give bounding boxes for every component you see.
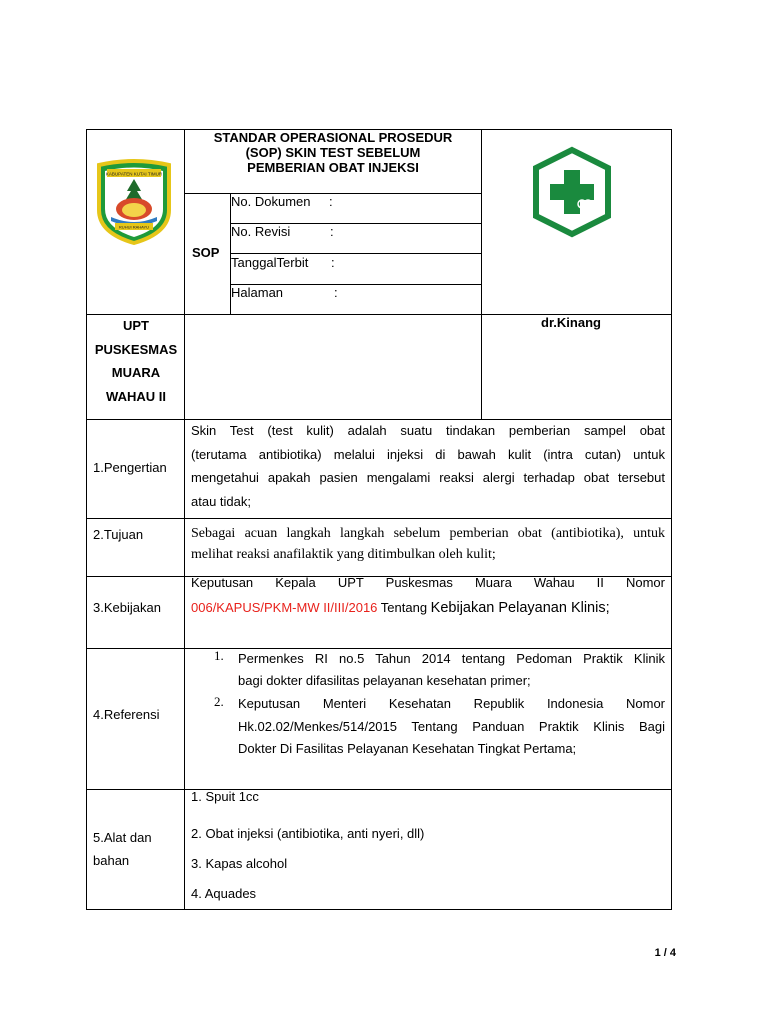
meta-label: No. Dokumen: [231, 194, 311, 209]
label-kebijakan: 3.Kebijakan: [93, 600, 161, 615]
meta-colon: :: [329, 194, 333, 209]
org-line: WAHAU II: [106, 388, 166, 404]
organization-name: [90, 314, 182, 408]
policy-number: 006/KAPUS/PKM-MW II/III/2016: [191, 600, 378, 615]
title-line-2: (SOP) SKIN TEST SEBELUM: [245, 145, 421, 160]
policy-title: Kebijakan Pelayanan Klinis;: [430, 600, 610, 616]
label-alat-bahan: [93, 826, 152, 872]
text-line: mengetahui apakah pasien mengalami reaksi alergi terhadap obat tersebut: [191, 470, 665, 486]
sop-label: SOP: [192, 245, 220, 260]
title-line-3: PEMBERIAN OBAT INJEKSI: [247, 160, 419, 175]
list-item: 2. Obat injeksi (antibiotika, anti nyeri, dll): [191, 826, 425, 841]
ref-item-1: [238, 648, 665, 691]
title-line-1: STANDAR OPERASIONAL PROSEDUR: [213, 130, 453, 145]
left-logo: [93, 155, 175, 245]
left-logo-banner-text: KABUPATEN KUTAI TIMUR: [105, 171, 163, 177]
list-item: 1. Spuit 1cc: [191, 789, 259, 804]
alat-list: [191, 789, 424, 909]
tujuan-text: [191, 523, 665, 565]
text-line: Dokter Di Fasilitas Pelayanan Kesehatan Tingkat Pertama;: [238, 741, 577, 756]
text-line: Keputusan Menteri Kesehatan Republik Indonesia Nomor: [238, 696, 665, 711]
signer-name: dr.Kinang: [541, 315, 601, 330]
org-line: PUSKESMAS: [94, 341, 178, 357]
column-divider-label: [184, 129, 185, 910]
pengertian-text: [191, 419, 665, 514]
text-line: atau tidak;: [191, 494, 251, 510]
text-line: Sebagai acuan langkah langkah sebelum pemberian obat (antibiotika), untuk: [191, 526, 665, 541]
meta-label: TanggalTerbit: [231, 255, 309, 270]
meta-no-dokumen: [231, 194, 333, 209]
column-divider-logo-right: [481, 129, 482, 420]
page-number: 1 / 4: [654, 947, 676, 959]
meta-divider-2: [230, 253, 481, 254]
ref-num-1: 1.: [214, 648, 224, 663]
org-line: UPT: [123, 318, 149, 333]
meta-tanggal-terbit: [231, 255, 335, 270]
text-line: Permenkes RI no.5 Tahun 2014 tentang Pedoman Praktik Klinik: [238, 651, 665, 666]
ref-num-2: 2.: [214, 694, 224, 709]
org-line: MUARA: [111, 365, 161, 380]
row-divider-pengertian: [86, 518, 672, 519]
label-tujuan: 2.Tujuan: [93, 527, 144, 542]
table-border-bottom: [86, 909, 672, 910]
meta-colon: :: [331, 255, 335, 270]
label-pengertian: 1.Pengertian: [93, 460, 167, 475]
text-line: bagi dokter difasilitas pelayanan kesehatan primer;: [238, 672, 531, 688]
label-referensi: 4.Referensi: [93, 707, 160, 722]
meta-no-revisi: [231, 224, 334, 239]
right-logo: [528, 146, 616, 238]
list-item: 3. Kapas alcohol: [191, 856, 288, 871]
kebijakan-line-2: [191, 599, 610, 617]
document-title: [188, 130, 478, 175]
meta-colon: :: [334, 285, 338, 300]
meta-label: Halaman: [231, 285, 284, 300]
meta-colon: :: [330, 224, 334, 239]
text-line: melihat reaksi anafilaktik yang ditimbulkan oleh kulit;: [191, 547, 496, 562]
text-line: (terutama antibiotika) melalui injeksi di bawah kulit (intra cutan) untuk: [191, 446, 665, 462]
text-line: Hk.02.02/Menkes/514/2015 Tentang Panduan Praktik Klinis Bagi: [238, 718, 665, 734]
policy-tentang: Tentang: [377, 600, 431, 615]
ref-item-2: [238, 693, 665, 761]
kebijakan-line-1: Keputusan Kepala UPT Puskesmas Muara Wahau II Nomor: [191, 575, 665, 590]
meta-label: No. Revisi: [231, 224, 291, 239]
table-border-right: [671, 129, 672, 910]
table-border-left: [86, 129, 87, 910]
label-line: 5.Alat dan: [93, 830, 152, 845]
meta-halaman: [231, 285, 338, 300]
left-logo-motto-text: RUHUI RAHAYU: [118, 224, 150, 230]
list-item: 4. Aquades: [191, 886, 257, 901]
text-line: Skin Test (test kulit) adalah suatu tindakan pemberian sampel obat: [191, 423, 665, 438]
label-line: bahan: [93, 853, 130, 868]
